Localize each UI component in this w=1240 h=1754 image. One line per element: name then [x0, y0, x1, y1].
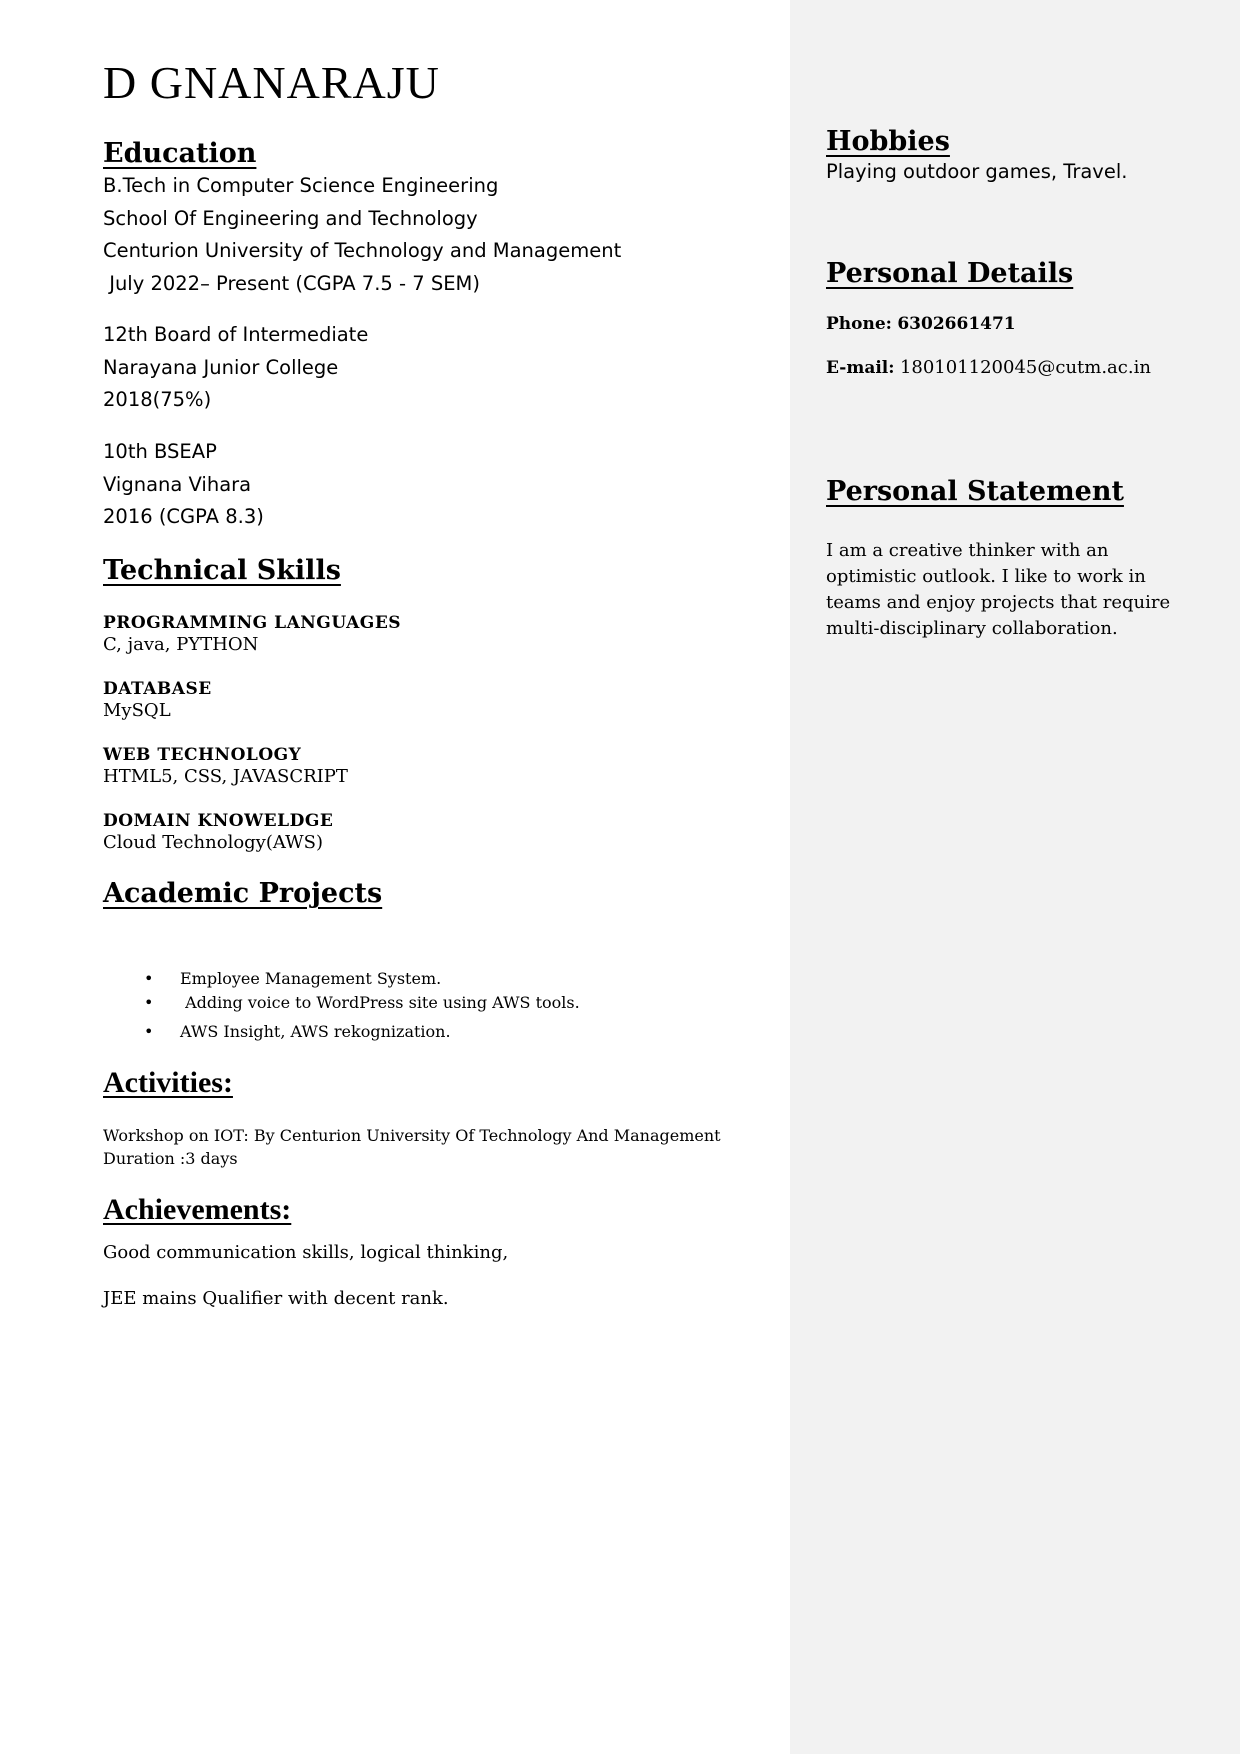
activity-duration: Duration :3 days [103, 1149, 238, 1168]
education-line: July 2022– Present (CGPA 7.5 - 7 SEM) [103, 271, 480, 295]
statement-line: teams and enjoy projects that require [826, 592, 1171, 613]
bullet-icon: • [144, 1022, 154, 1041]
education-line: School Of Engineering and Technology [103, 206, 478, 230]
hobbies-text: Playing outdoor games, Travel. [826, 160, 1128, 183]
achievement-item: JEE mains Qualifier with decent rank. [103, 1288, 449, 1309]
skill-value: C, java, PYTHON [103, 634, 259, 655]
activities-heading: Activities: [103, 1066, 233, 1099]
education-line: 2016 (CGPA 8.3) [103, 505, 264, 528]
education-line: 12th Board of Intermediate [103, 323, 369, 346]
personal-details-heading: Personal Details [826, 258, 1074, 289]
list-item: • AWS Insight, AWS rekognization. [180, 1020, 580, 1044]
personal-statement-text [826, 538, 1170, 642]
skill-value: HTML5, CSS, JAVASCRIPT [103, 766, 348, 787]
statement-line: I am a creative thinker with an [826, 540, 1109, 561]
education-line: Vignana Vihara [103, 472, 252, 496]
skill-database [103, 678, 212, 722]
skill-label: DATABASE [103, 679, 212, 699]
phone-label: Phone: [826, 314, 892, 334]
skill-value: MySQL [103, 700, 171, 721]
list-item: • Adding voice to WordPress site using AWS tools. [180, 991, 580, 1020]
candidate-name: D GNANARAJU [103, 57, 440, 108]
technical-skills-heading: Technical Skills [103, 555, 341, 586]
activity-line: Workshop on IOT: By Centurion University Of Technology And Management [103, 1126, 721, 1145]
bullet-icon: • [144, 969, 154, 988]
statement-line: multi-disciplinary collaboration. [826, 618, 1118, 639]
skill-label: WEB TECHNOLOGY [103, 745, 302, 765]
skill-label: PROGRAMMING LANGUAGES [103, 613, 402, 633]
skill-label: DOMAIN KNOWELDGE [103, 811, 334, 831]
education-line: 10th BSEAP [103, 440, 217, 463]
education-line: 2018(75%) [103, 388, 212, 411]
education-entry-btech [103, 170, 621, 300]
achievements-heading: Achievements: [103, 1193, 292, 1226]
education-heading: Education [103, 138, 257, 169]
projects-list [144, 967, 580, 1044]
email-row [826, 357, 1151, 378]
education-line: Centurion University of Technology and Management [103, 239, 622, 262]
skill-programming [103, 612, 401, 656]
list-item: • Employee Management System. [180, 967, 580, 991]
education-line: B.Tech in Computer Science Engineering [103, 174, 499, 197]
hobbies-heading: Hobbies [826, 126, 950, 157]
skill-web [103, 744, 348, 788]
education-entry-12th [103, 319, 368, 417]
skill-value: Cloud Technology(AWS) [103, 832, 323, 853]
bullet-icon: • [144, 993, 154, 1012]
skill-domain [103, 810, 333, 854]
email-label: E-mail: [826, 358, 895, 378]
education-line: Narayana Junior College [103, 355, 339, 379]
achievement-item: Good communication skills, logical thinking, [103, 1242, 509, 1263]
academic-projects-heading: Academic Projects [103, 878, 383, 909]
activities-text [103, 1124, 721, 1170]
personal-statement-heading: Personal Statement [826, 476, 1124, 507]
phone-value: 6302661471 [897, 314, 1016, 334]
education-entry-10th [103, 436, 264, 534]
email-value: 180101120045@cutm.ac.in [899, 357, 1151, 378]
phone-row [826, 314, 1016, 334]
statement-line: optimistic outlook. I like to work in [826, 566, 1146, 587]
